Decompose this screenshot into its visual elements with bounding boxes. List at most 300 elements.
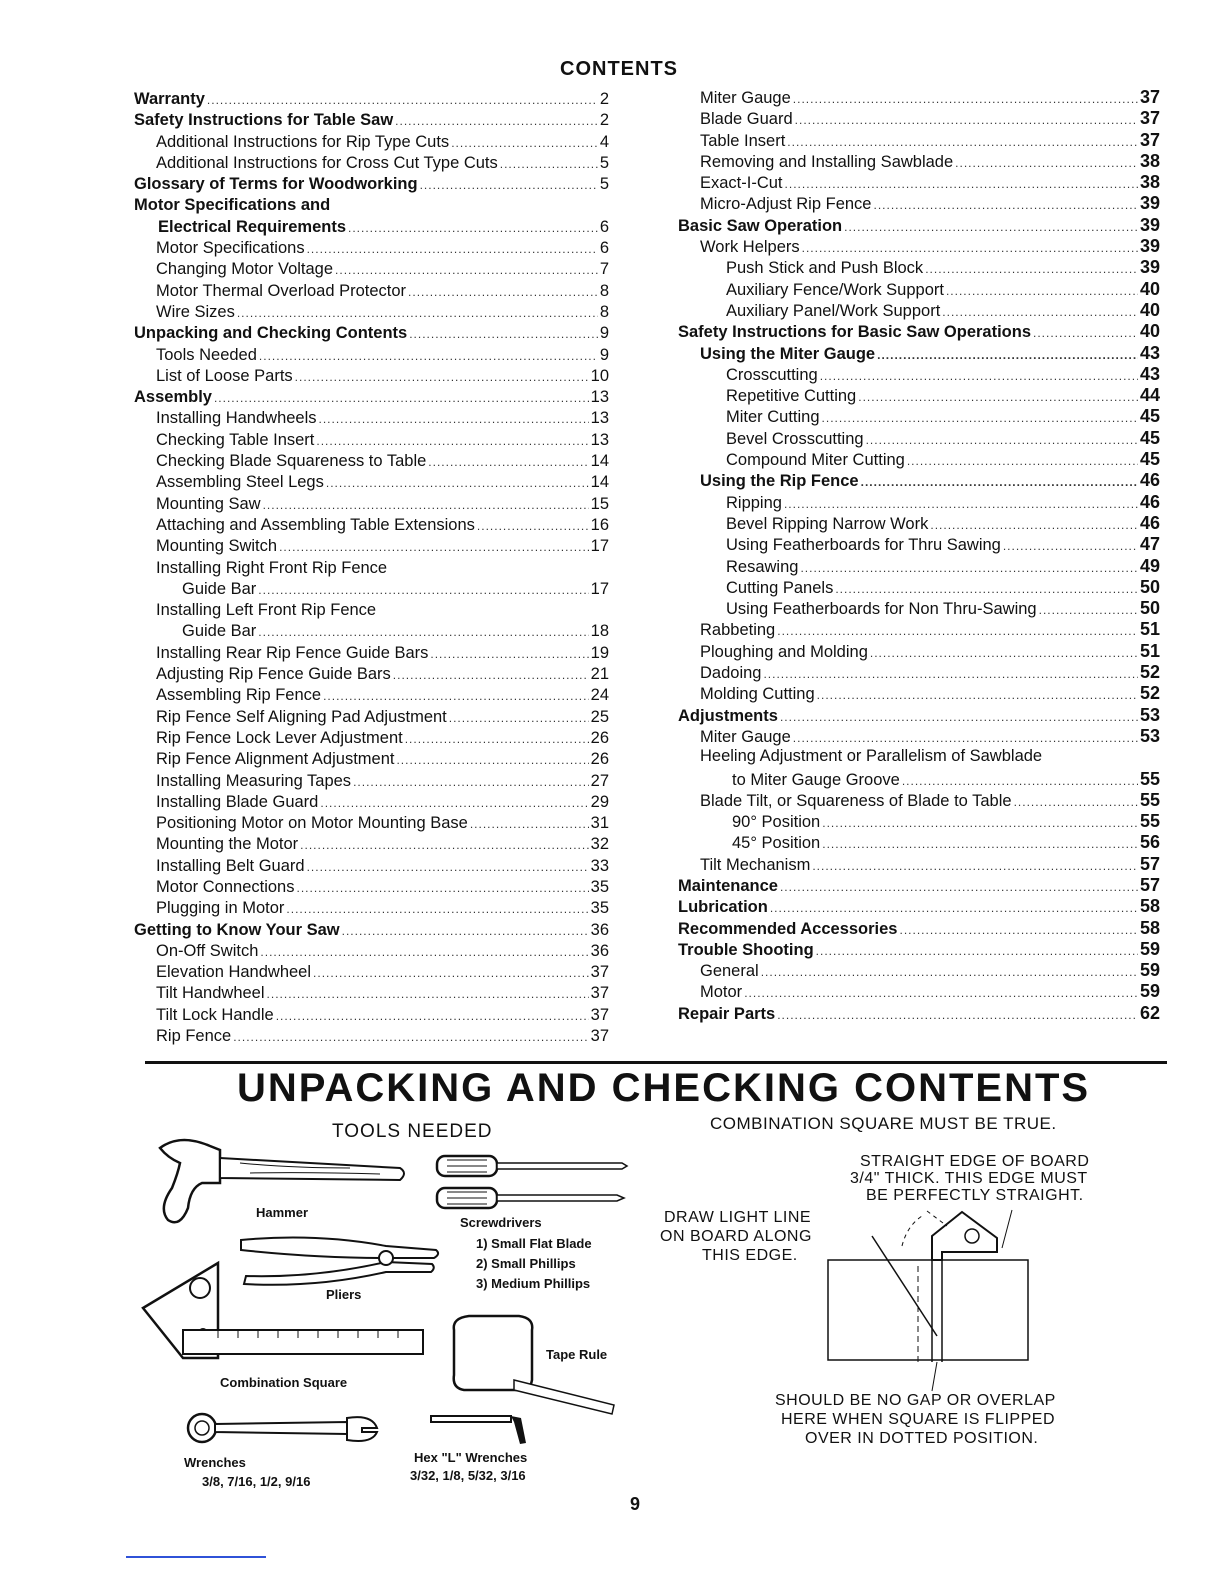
toc-entry-label: Checking Blade Squareness to Table	[156, 452, 427, 471]
toc-leader-dots	[777, 1008, 1138, 1022]
toc-entry-page: 39	[1139, 236, 1160, 257]
toc-entry	[134, 218, 609, 239]
toc-entry	[678, 364, 1160, 385]
toc-entry	[134, 133, 609, 154]
toc-entry-label: Using the Miter Gauge	[700, 344, 876, 363]
toc-entry	[134, 90, 609, 111]
toc-entry	[678, 470, 1160, 491]
toc-entry-page: 50	[1139, 576, 1160, 597]
toc-entry	[678, 577, 1160, 598]
toc-entry-label: Auxiliary Fence/Work Support	[726, 280, 944, 299]
toc-entry-page: 53	[1139, 725, 1160, 746]
toc-entry-page: 17	[590, 579, 609, 598]
toc-leader-dots	[353, 775, 589, 789]
toc-leader-dots	[816, 944, 1138, 958]
toc-entry-label: Positioning Motor on Motor Mounting Base	[156, 814, 468, 833]
wrench-sizes: 3/8, 7/16, 1/2, 9/16	[202, 1474, 311, 1489]
toc-entry-label: Molding Cutting	[700, 685, 815, 704]
tape-rule-label: Tape Rule	[546, 1347, 608, 1362]
toc-entry	[134, 921, 609, 942]
toc-entry-label: Installing Measuring Tapes	[156, 771, 352, 790]
toc-leader-dots	[300, 838, 588, 852]
toc-leader-dots	[900, 923, 1138, 937]
toc-leader-dots	[817, 688, 1138, 702]
toc-entry-page: 2	[599, 90, 609, 108]
toc-leader-dots	[430, 647, 588, 661]
toc-leader-dots	[323, 689, 589, 703]
toc-entry	[678, 981, 1160, 1002]
toc-leader-dots	[451, 136, 598, 150]
toc-entry	[134, 899, 609, 920]
toc-leader-dots	[258, 583, 588, 597]
toc-entry-label: Repair Parts	[678, 1004, 776, 1023]
toc-entry-page: 26	[590, 728, 609, 747]
toc-entry	[678, 257, 1160, 278]
toc-entry	[134, 686, 609, 707]
toc-entry	[134, 388, 609, 409]
toc-entry	[134, 537, 609, 558]
toc-leader-dots	[393, 668, 589, 682]
toc-entry-label: Mounting Saw	[156, 494, 261, 513]
toc-entry-page: 37	[1139, 129, 1160, 150]
toc-entry-page: 25	[590, 707, 609, 726]
toc-entry-label: Miter Gauge	[700, 727, 791, 746]
toc-entry-page: 35	[590, 877, 609, 896]
toc-leader-dots	[319, 412, 589, 426]
note-line: THIS EDGE.	[702, 1247, 798, 1264]
toc-entry-page: 59	[1139, 981, 1160, 1002]
toc-entry-page: 46	[1139, 491, 1160, 512]
toc-leader-dots	[812, 859, 1138, 873]
toc-leader-dots	[428, 455, 588, 469]
toc-entry-page: 18	[590, 622, 609, 641]
toc-entry	[678, 130, 1160, 151]
toc-entry-label: to Miter Gauge Groove	[732, 770, 900, 789]
toc-entry	[678, 449, 1160, 470]
toc-entry-page: 51	[1139, 619, 1160, 640]
toc-entry-page: 40	[1139, 321, 1160, 342]
toc-entry-label: Adjusting Rip Fence Guide Bars	[156, 665, 391, 684]
toc-leader-dots	[295, 370, 589, 384]
toc-leader-dots	[320, 796, 588, 810]
toc-entry-label: Basic Saw Operation	[678, 216, 843, 235]
toc-entry-label: Tilt Lock Handle	[156, 1005, 274, 1024]
toc-entry-page: 10	[590, 366, 609, 385]
toc-entry	[678, 215, 1160, 236]
toc-entry	[678, 492, 1160, 513]
toc-entry	[678, 939, 1160, 960]
toc-entry-label: Cutting Panels	[726, 578, 834, 597]
toc-entry-label: Repetitive Cutting	[726, 387, 857, 406]
toc-entry-page: 56	[1139, 832, 1160, 853]
toc-leader-dots	[1039, 603, 1138, 617]
toc-entry	[134, 601, 609, 622]
toc-leader-dots	[942, 305, 1138, 319]
toc-entry	[678, 598, 1160, 619]
note-line: ON BOARD ALONG	[660, 1228, 812, 1245]
toc-entry	[134, 367, 609, 388]
toc-entry-page: 59	[1139, 938, 1160, 959]
toc-entry	[678, 662, 1160, 683]
toc-entry-label: Rabbeting	[700, 621, 776, 640]
toc-entry-page: 49	[1139, 555, 1160, 576]
toc-entry-label: Resawing	[726, 557, 799, 576]
toc-entry-page: 19	[590, 643, 609, 662]
toc-entry-label: Ploughing and Molding	[700, 642, 868, 661]
toc-entry	[678, 172, 1160, 193]
toc-entry-page: 50	[1139, 598, 1160, 619]
toc-leader-dots	[409, 327, 598, 341]
tools-needed-heading: TOOLS NEEDED	[332, 1121, 493, 1142]
toc-leader-dots	[297, 881, 589, 895]
toc-entry	[678, 641, 1160, 662]
toc-entry-label: Work Helpers	[700, 238, 800, 257]
toc-entry	[134, 260, 609, 281]
toc-entry-page: 9	[599, 345, 609, 364]
toc-entry-label: Installing Left Front Rip Fence	[156, 601, 377, 620]
toc-entry-label: Installing Blade Guard	[156, 792, 319, 811]
screwdriver-item: 3) Medium Phillips	[476, 1276, 591, 1291]
toc-entry-page: 57	[1139, 874, 1160, 895]
toc-leader-dots	[802, 241, 1138, 255]
note-line: HERE WHEN SQUARE IS FLIPPED	[781, 1411, 1055, 1428]
toc-leader-dots	[348, 221, 598, 235]
toc-entry-page: 51	[1139, 640, 1160, 661]
toc-entry-page: 13	[590, 388, 609, 407]
toc-entry-page: 37	[590, 963, 609, 982]
toc-entry	[134, 963, 609, 984]
toc-leader-dots	[777, 624, 1138, 638]
toc-entry-page: 39	[1139, 193, 1160, 214]
toc-entry-page: 6	[599, 239, 609, 258]
toc-leader-dots	[470, 817, 589, 831]
toc-entry-page: 45	[1139, 427, 1160, 448]
toc-leader-dots	[279, 540, 589, 554]
combination-square-icon	[138, 1258, 438, 1368]
toc-leader-dots	[313, 966, 589, 980]
toc-entry	[134, 303, 609, 324]
toc-entry-label: Blade Tilt, or Squareness of Blade to Table	[700, 791, 1012, 810]
pliers-label: Pliers	[326, 1287, 362, 1302]
toc-entry-page: 24	[590, 686, 609, 705]
squareness-diagram	[812, 1186, 1042, 1396]
toc-leader-dots	[822, 816, 1138, 830]
toc-entry-label: Miter Gauge	[700, 89, 791, 107]
toc-leader-dots	[259, 349, 598, 363]
toc-entry-label: Mounting Switch	[156, 537, 278, 556]
toc-entry-page: 26	[590, 750, 609, 769]
note-line: BE PERFECTLY STRAIGHT.	[866, 1187, 1084, 1204]
toc-entry-label: Maintenance	[678, 876, 778, 895]
toc-entry	[678, 769, 1160, 790]
toc-entry-label: Installing Handwheels	[156, 409, 317, 428]
toc-entry	[134, 239, 609, 260]
toc-entry-label: Safety Instructions for Basic Saw Operations	[678, 323, 1032, 342]
toc-entry-label: Safety Instructions for Table Saw	[134, 111, 394, 130]
toc-entry-page: 14	[590, 452, 609, 471]
toc-entry-label: Installing Right Front Rip Fence	[156, 558, 388, 577]
toc-entry-page: 47	[1139, 534, 1160, 555]
toc-leader-dots	[237, 306, 598, 320]
toc-entry-page: 32	[590, 835, 609, 854]
toc-entry	[134, 984, 609, 1005]
toc-leader-dots	[866, 433, 1138, 447]
toc-entry	[678, 1003, 1160, 1024]
toc-entry-label: Checking Table Insert	[156, 430, 315, 449]
toc-entry-label: Ripping	[726, 493, 782, 512]
toc-entry	[678, 960, 1160, 981]
toc-entry-page: 44	[1139, 385, 1160, 406]
toc-entry-label: Elevation Handwheel	[156, 963, 312, 982]
toc-entry-label: Changing Motor Voltage	[156, 260, 334, 279]
wrenches-label: Wrenches	[184, 1455, 246, 1470]
toc-entry	[134, 175, 609, 196]
toc-entry-page: 2	[599, 111, 609, 130]
toc-entry	[134, 346, 609, 367]
toc-leader-dots	[793, 731, 1138, 745]
toc-leader-dots	[930, 518, 1138, 532]
toc-entry	[134, 857, 609, 878]
toc-entry-label: Tilt Mechanism	[700, 855, 811, 874]
toc-leader-dots	[307, 860, 589, 874]
toc-entry	[678, 87, 1160, 108]
toc-entry	[134, 580, 609, 601]
hammer-label: Hammer	[256, 1205, 309, 1220]
toc-entry-label: Tilt Handwheel	[156, 984, 265, 1003]
toc-leader-dots	[822, 411, 1138, 425]
toc-entry	[134, 942, 609, 963]
toc-entry-label: List of Loose Parts	[156, 366, 293, 385]
toc-entry-label: Crosscutting	[726, 365, 818, 384]
toc-entry-label: Motor	[700, 983, 743, 1002]
toc-entry-page: 37	[1139, 108, 1160, 129]
toc-entry-label: Mounting the Motor	[156, 835, 299, 854]
footer-link-line	[126, 1556, 266, 1558]
toc-entry-page: 36	[590, 941, 609, 960]
toc-entry-label: Trouble Shooting	[678, 940, 814, 959]
toc-leader-dots	[820, 369, 1138, 383]
toc-entry-page: 38	[1139, 150, 1160, 171]
toc-leader-dots	[861, 475, 1138, 489]
toc-entry-page: 37	[590, 1005, 609, 1024]
toc-entry	[134, 409, 609, 430]
toc-entry-label: Wire Sizes	[156, 302, 235, 321]
toc-leader-dots	[780, 710, 1138, 724]
toc-entry-page: 55	[1139, 789, 1160, 810]
toc-entry	[134, 196, 609, 217]
toc-entry-label: Rip Fence Lock Lever Adjustment	[156, 728, 403, 747]
toc-entry-label: Installing Rear Rip Fence Guide Bars	[156, 643, 429, 662]
toc-leader-dots	[395, 114, 598, 128]
toc-entry-page: 13	[590, 409, 609, 428]
note-line: DRAW LIGHT LINE	[664, 1209, 812, 1226]
toc-entry-label: 45° Position	[732, 834, 821, 853]
toc-entry-label: Guide Bar	[182, 622, 257, 641]
toc-entry-page: 55	[1139, 811, 1160, 832]
toc-leader-dots	[477, 519, 589, 533]
toc-entry	[134, 750, 609, 771]
toc-entry	[134, 644, 609, 665]
toc-entry-page: 6	[599, 217, 609, 236]
note-line: 3/4" THICK. THIS EDGE MUST	[850, 1170, 1088, 1187]
toc-entry-label: Additional Instructions for Rip Type Cuts	[156, 132, 450, 151]
toc-entry-page: 58	[1139, 917, 1160, 938]
toc-entry-page: 4	[599, 132, 609, 151]
toc-entry-page: 39	[1139, 257, 1160, 278]
toc-entry-page: 16	[590, 515, 609, 534]
toc-entry-label: Bevel Ripping Narrow Work	[726, 514, 929, 533]
toc-entry	[134, 1006, 609, 1027]
note-draw-line	[660, 1208, 812, 1265]
toc-entry-label: Table Insert	[700, 131, 786, 150]
toc-leader-dots	[946, 284, 1138, 298]
toc-leader-dots	[263, 498, 589, 512]
toc-entry	[678, 811, 1160, 832]
toc-entry-page: 8	[599, 281, 609, 300]
toc-entry-page: 37	[590, 984, 609, 1003]
toc-entry-page: 40	[1139, 278, 1160, 299]
combination-square-label: Combination Square	[220, 1375, 348, 1390]
toc-entry-label: Push Stick and Push Block	[726, 259, 924, 278]
toc-entry-page: 5	[599, 175, 609, 194]
toc-entry	[678, 875, 1160, 896]
toc-entry-page: 46	[1139, 470, 1160, 491]
toc-leader-dots	[258, 625, 588, 639]
toc-entry-label: On-Off Switch	[156, 941, 259, 960]
toc-entry-label: Heeling Adjustment or Parallelism of Sawblade	[700, 747, 1043, 766]
toc-leader-dots	[902, 774, 1138, 788]
toc-entry	[678, 896, 1160, 917]
toc-entry-page: 43	[1139, 363, 1160, 384]
toc-entry	[678, 854, 1160, 875]
toc-entry-page: 52	[1139, 662, 1160, 683]
toc-entry-label: Miter Cutting	[726, 408, 820, 427]
toc-entry-page: 43	[1139, 342, 1160, 363]
toc-entry	[678, 513, 1160, 534]
toc-entry	[678, 385, 1160, 406]
toc-leader-dots	[1033, 326, 1138, 340]
toc-entry	[134, 772, 609, 793]
toc-right-column	[678, 87, 1160, 1024]
toc-leader-dots	[780, 880, 1138, 894]
toc-entry-page: 37	[590, 1027, 609, 1046]
toc-entry-label: Exact-I-Cut	[700, 174, 783, 193]
toc-entry-label: Assembling Rip Fence	[156, 686, 322, 705]
toc-entry-page: 7	[599, 260, 609, 279]
toc-leader-dots	[763, 667, 1138, 681]
toc-entry	[678, 790, 1160, 811]
toc-entry-label: Rip Fence Alignment Adjustment	[156, 750, 395, 769]
toc-entry-label: General	[700, 962, 759, 981]
toc-entry-page: 29	[590, 792, 609, 811]
toc-entry-page: 31	[590, 814, 609, 833]
toc-entry	[134, 622, 609, 643]
contents-title: CONTENTS	[560, 58, 678, 80]
hex-wrenches-label: Hex "L" Wrenches	[414, 1450, 528, 1465]
toc-entry-page: 15	[590, 494, 609, 513]
toc-leader-dots	[835, 582, 1138, 596]
toc-entry-label: Assembling Steel Legs	[156, 473, 324, 492]
note-no-gap	[775, 1391, 1056, 1448]
toc-leader-dots	[1014, 795, 1138, 809]
toc-leader-dots	[793, 92, 1138, 106]
toc-entry	[134, 473, 609, 494]
toc-entry-label: Getting to Know Your Saw	[134, 920, 340, 939]
toc-entry-page: 33	[590, 856, 609, 875]
toc-entry-label: Unpacking and Checking Contents	[134, 324, 408, 343]
toc-leader-dots	[335, 263, 598, 277]
hex-wrench-icon	[426, 1408, 536, 1448]
toc-entry-label: Warranty	[134, 90, 205, 108]
toc-entry-page: 5	[599, 153, 609, 172]
toc-entry	[678, 726, 1160, 747]
toc-entry-label: Removing and Installing Sawblade	[700, 152, 954, 171]
toc-entry-label: Motor Specifications	[156, 239, 305, 258]
toc-leader-dots	[260, 945, 588, 959]
toc-entry-label: Bevel Crosscutting	[726, 429, 864, 448]
toc-entry-page: 59	[1139, 960, 1160, 981]
toc-entry-label: Motor Specifications and	[134, 196, 331, 215]
toc-leader-dots	[925, 262, 1138, 276]
toc-entry-label: Motor Thermal Overload Protector	[156, 281, 407, 300]
toc-leader-dots	[207, 93, 598, 107]
section-divider	[145, 1061, 1167, 1064]
toc-leader-dots	[870, 646, 1138, 660]
toc-entry	[134, 559, 609, 580]
toc-entry	[678, 619, 1160, 640]
toc-leader-dots	[267, 987, 589, 1001]
toc-leader-dots	[787, 135, 1138, 149]
page-number: 9	[630, 1494, 641, 1514]
toc-entry	[134, 878, 609, 899]
toc-entry	[678, 556, 1160, 577]
toc-entry-label: Using Featherboards for Non Thru-Sawing	[726, 600, 1037, 619]
toc-entry	[134, 814, 609, 835]
toc-entry	[134, 835, 609, 856]
toc-leader-dots	[744, 986, 1138, 1000]
note-line: OVER IN DOTTED POSITION.	[805, 1430, 1039, 1447]
toc-leader-dots	[408, 285, 598, 299]
toc-entry-label: Recommended Accessories	[678, 919, 898, 938]
toc-entry-label: Using Featherboards for Thru Sawing	[726, 536, 1001, 555]
toc-entry-label: Micro-Adjust Rip Fence	[700, 195, 872, 214]
toc-entry-label: Dadoing	[700, 664, 762, 683]
toc-entry-page: 46	[1139, 512, 1160, 533]
toc-entry	[678, 193, 1160, 214]
toc-leader-dots	[858, 390, 1138, 404]
toc-leader-dots	[276, 1009, 589, 1023]
toc-entry	[678, 321, 1160, 342]
toc-entry	[678, 534, 1160, 555]
toc-entry-page: 27	[590, 771, 609, 790]
toc-entry	[134, 1027, 609, 1048]
toc-entry-page: 57	[1139, 853, 1160, 874]
note-line: SHOULD BE NO GAP OR OVERLAP	[775, 1392, 1056, 1409]
toc-entry-label: Rip Fence	[156, 1027, 232, 1046]
toc-leader-dots	[877, 348, 1138, 362]
toc-entry	[678, 343, 1160, 364]
toc-entry-label: Rip Fence Self Aligning Pad Adjustment	[156, 707, 447, 726]
toc-entry-page: 62	[1139, 1002, 1160, 1023]
toc-entry	[678, 279, 1160, 300]
toc-entry-label: Installing Belt Guard	[156, 856, 305, 875]
toc-entry-page: 52	[1139, 683, 1160, 704]
toc-entry	[134, 324, 609, 345]
screwdrivers-label: Screwdrivers	[460, 1215, 542, 1230]
tape-rule-icon	[444, 1310, 624, 1420]
toc-entry-label: Blade Guard	[700, 110, 793, 129]
toc-entry	[134, 793, 609, 814]
